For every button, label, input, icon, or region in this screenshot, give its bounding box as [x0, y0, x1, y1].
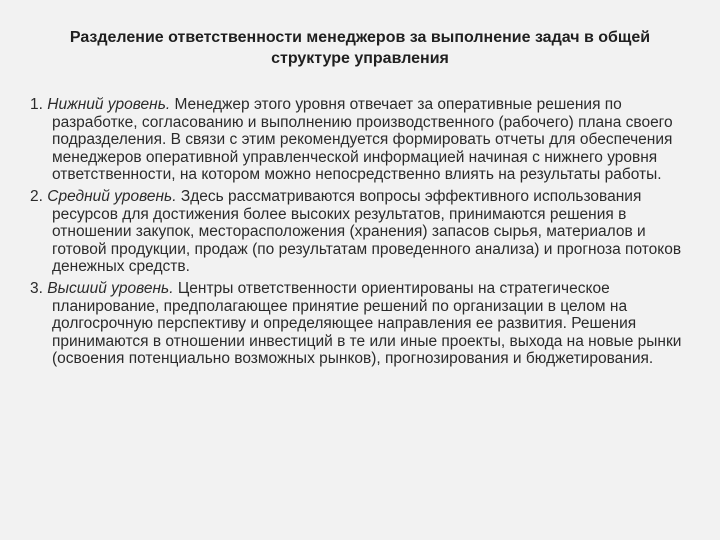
slide-body	[30, 96, 702, 372]
item-number: 1.	[30, 96, 43, 113]
item-level-label: Средний уровень.	[47, 187, 177, 205]
item-number: 2.	[30, 187, 43, 205]
item-text: Центры ответственности ориентированы на стратегическое планирование, предполагающее принятие решений по организации в целом на долгосрочную перспективу и определяющее направления ее развития. Решения принимаются в отношении инвестиций в те или иные проекты, выхода на новые рынки (освоения потенциально возможных рынков), прогнозирования и бюджетирования.	[52, 279, 682, 368]
item-level-label: Высший уровень.	[47, 279, 174, 297]
list-item-top-level	[30, 280, 702, 368]
slide-title: Разделение ответственности менеджеров за выполнение задач в общей структуре управления	[69, 29, 651, 67]
list-item-middle-level	[30, 188, 702, 276]
item-text: Менеджер этого уровня отвечает за оперативные решения по разработке, согласованию и выполнению производственного (рабочего) плана своего подразделения. В связи с этим рекомендуется формировать отчеты для обеспечения менеджеров оперативной управленческой информацией начиная с нижнего уровня ответственности, на котором можно непосредственно влиять на результаты работы.	[52, 96, 673, 184]
item-level-label: Нижний уровень.	[47, 96, 171, 113]
item-number: 3.	[30, 279, 43, 297]
item-text: Здесь рассматриваются вопросы эффективного использования ресурсов для достижения более высоких результатов, принимаются решения в отношении закупок, месторасположения (хранения) запасов сырья, материалов и готовой продукции, продаж (по результатам проведенного анализа) и прогноза потоков денежных средств.	[52, 187, 682, 276]
list-item-lower-level	[30, 96, 702, 184]
